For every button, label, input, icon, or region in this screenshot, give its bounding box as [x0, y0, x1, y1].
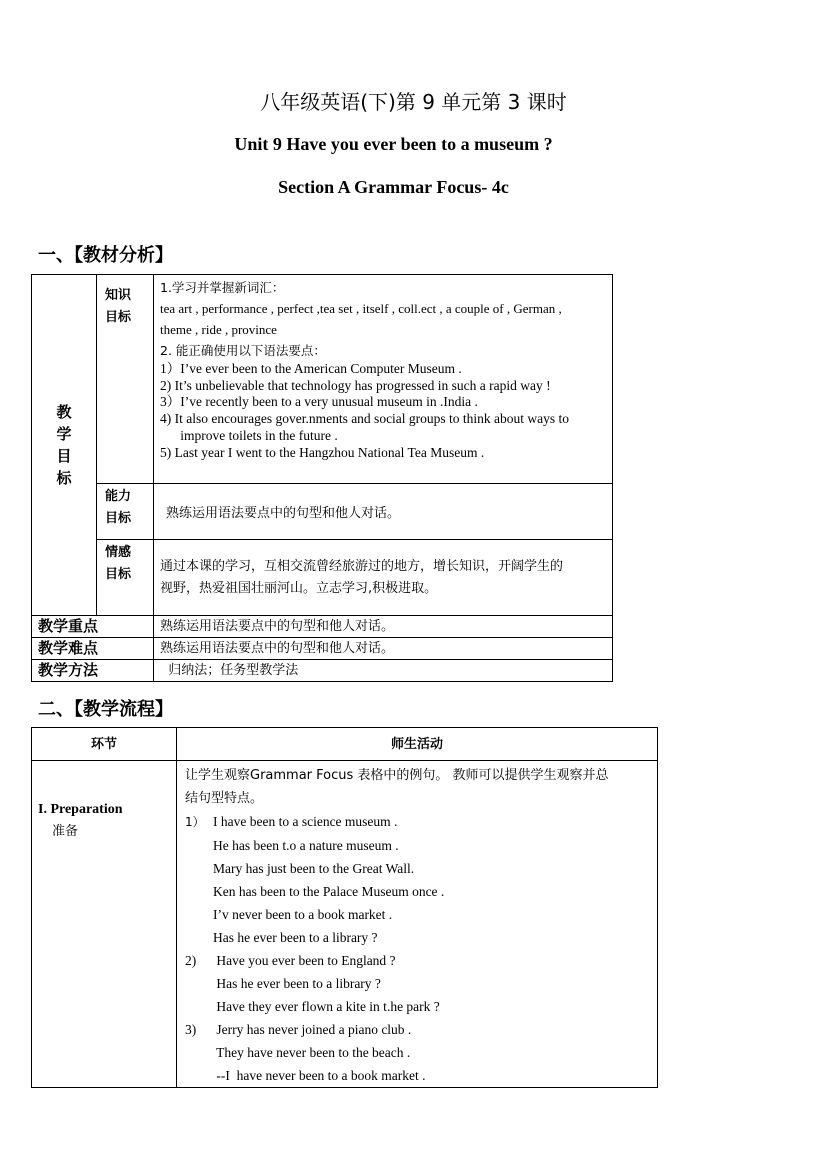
example-group — [185, 949, 649, 1018]
group-number: 2) — [185, 953, 197, 968]
difficult-point-text: 熟练运用语法要点中的句型和他人对话。 — [154, 638, 613, 660]
unit-title: Unit 9 Have you ever been to a museum ? — [234, 134, 553, 154]
activity-cell — [177, 761, 658, 1088]
teaching-goal-label — [32, 275, 97, 616]
intro-line: 让学生观察Grammar Focus 表格中的例句。 教师可以提供学生观察并总 — [185, 768, 609, 783]
grammar-line: 4) It also encourages gover.nments and social groups to think about ways to — [160, 411, 570, 427]
key-point-label: 教学重点 — [32, 616, 154, 638]
grammar-heading: 2. 能正确使用以下语法要点： — [160, 343, 326, 358]
grammar-line: 2) It’s unbelievable that technology has progressed in such a rapid way ! — [160, 377, 551, 393]
label-line: 目标 — [105, 511, 132, 526]
section1-heading: 一、【教材分析】 — [38, 245, 173, 266]
grammar-line: 1）I’ve ever been to the American Computer Museum . — [160, 361, 462, 376]
group-number: 1） — [185, 815, 205, 829]
example-line: Has he ever been to a library ? — [213, 930, 378, 945]
grammar-line: 3）I’ve recently been to a very unusual museum in .India . — [160, 394, 478, 410]
section-title: Section A Grammar Focus- 4c — [278, 177, 509, 197]
emotion-goal-content — [154, 540, 613, 616]
stage-title: I. Preparation — [38, 802, 123, 817]
process-table — [31, 727, 658, 1088]
example-line: He has been t.o a nature museum . — [213, 838, 399, 853]
label-line: 能力 — [105, 489, 132, 504]
knowledge-goal-content — [154, 275, 613, 484]
example-group — [185, 810, 649, 949]
example-line: They have never been to the beach . — [213, 1045, 411, 1060]
emotion-line: 通过本课的学习，互相交流曾经旅游过的地方，增长知识，开阔学生的 — [160, 559, 564, 574]
intro-line: 结句型特点。 — [185, 791, 264, 806]
method-text: 归纳法；任务型教学法 — [154, 660, 613, 682]
label-line: 情感 — [105, 545, 132, 560]
example-line: Mary has just been to the Great Wall. — [213, 861, 415, 876]
label-line: 知识 — [105, 288, 132, 303]
vocab-line: tea art , performance , perfect ,tea set , itself , coll.ect , a couple of , German , — [160, 301, 562, 316]
knowledge-goal-label — [97, 275, 154, 484]
difficult-point-label: 教学难点 — [32, 638, 154, 660]
example-line: I have been to a science museum . — [213, 814, 398, 829]
example-line: I’v never been to a book market . — [213, 907, 393, 922]
stage-cn: 准备 — [52, 824, 79, 839]
grammar-line: 5) Last year I went to the Hangzhou National Tea Museum . — [160, 444, 485, 460]
section2-heading: 二、【教学流程】 — [38, 699, 173, 720]
example-line: Ken has been to the Palace Museum once . — [213, 884, 445, 899]
example-group — [185, 1018, 649, 1087]
method-label: 教学方法 — [32, 660, 154, 682]
label-line: 目标 — [105, 310, 132, 325]
example-line: Have they ever flown a kite in t.he park ? — [213, 999, 440, 1014]
goal-char: 学 — [56, 425, 72, 443]
label-line: 目标 — [105, 567, 132, 582]
emotion-line: 视野，热爱祖国壮丽河山。立志学习,积极进取。 — [160, 581, 438, 596]
grammar-line: improve toilets in the future . — [160, 427, 338, 443]
goal-char: 教 — [56, 403, 72, 421]
group-number: 3) — [185, 1022, 197, 1037]
ability-goal-label — [97, 484, 154, 540]
ability-goal-content: 熟练运用语法要点中的句型和他人对话。 — [154, 484, 613, 540]
emotion-goal-label — [97, 540, 154, 616]
vocab-heading: 1.学习并掌握新词汇： — [160, 280, 285, 295]
page-title: 八年级英语(下)第 9 单元第 3 课时 — [260, 90, 567, 114]
example-line: --I have never been to a book market . — [213, 1068, 426, 1083]
example-line: Has he ever been to a library ? — [213, 976, 381, 991]
col-header-activity: 师生活动 — [177, 728, 658, 761]
vocab-line: theme , ride , province — [160, 322, 277, 337]
example-line: Jerry has never joined a piano club . — [213, 1022, 412, 1037]
goal-char: 目 — [56, 447, 72, 465]
key-point-text: 熟练运用语法要点中的句型和他人对话。 — [154, 616, 613, 638]
stage-cell — [32, 761, 177, 1088]
col-header-stage: 环节 — [32, 728, 177, 761]
goal-char: 标 — [56, 469, 72, 487]
analysis-table — [31, 274, 613, 682]
example-line: Have you ever been to England ? — [213, 953, 396, 968]
